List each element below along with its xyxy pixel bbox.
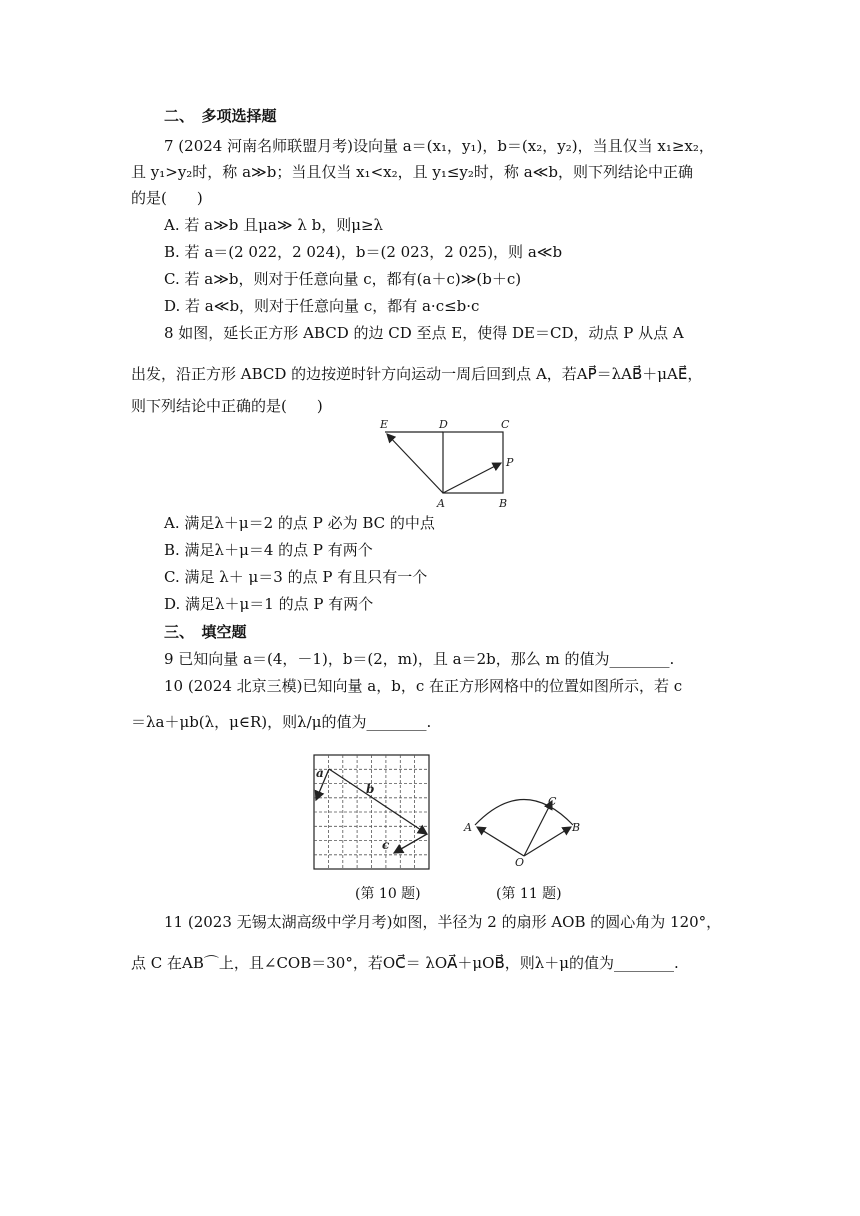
vector-b: [329, 769, 427, 834]
label-e: E: [380, 418, 389, 431]
label-vector-b: b: [366, 782, 375, 796]
question-7-option-d: D. 若 a≪b，则对于任意向量 c，都有 a·c≤b·c: [164, 297, 480, 315]
question-7-option-c: C. 若 a≫b，则对于任意向量 c，都有(a＋c)≫(b＋c): [164, 270, 522, 288]
question-8-option-c: C. 满足 λ＋ μ＝3 的点 P 有且只有一个: [164, 568, 428, 586]
label-a: A: [437, 497, 445, 510]
question-10-line-2: ＝λa＋μb(λ，μ∈R)，则λ/μ的值为________.: [131, 713, 432, 731]
label-vector-a: a: [316, 766, 324, 780]
caption-figure-10: (第 10 题): [355, 886, 421, 902]
grid-vectors-figure: [310, 753, 434, 871]
question-7-option-b: B. 若 a＝(2 022，2 024)，b＝(2 023，2 025)，则 a≪b: [164, 243, 563, 261]
question-7-line-1: 7 (2024 河南名师联盟月考)设向量 a＝(x₁，y₁)，b＝(x₂，y₂)，当且仅当 x₁≥x₂，: [164, 137, 714, 155]
question-7-line-3: 的是( ): [131, 189, 203, 207]
label-c: C: [501, 418, 510, 431]
question-7-option-a: A. 若 a≫b 且μa≫ λ b，则μ≥λ: [164, 216, 384, 234]
label-b: B: [499, 497, 508, 510]
sector-arc: [475, 800, 573, 826]
caption-figure-11: (第 11 题): [496, 886, 562, 902]
label-a: A: [464, 821, 472, 834]
square-abcd-figure: [375, 416, 525, 512]
vector-ae: [387, 434, 443, 493]
question-10-line-1: 10 (2024 北京三模)已知向量 a，b，c 在正方形网格中的位置如图所示，若 c: [164, 677, 683, 695]
question-8-line-1: 8 如图，延长正方形 ABCD 的边 CD 至点 E，使得 DE＝CD，动点 P 从点 A: [164, 324, 684, 342]
question-8-line-3: 则下列结论中正确的是( ): [131, 397, 323, 415]
question-11-line-2: 点 C 在AB⌒上，且∠COB＝30°，若OC⃗＝ λOA⃗＋μOB⃗，则λ＋μ的值为________.: [131, 954, 679, 972]
question-8-option-d: D. 满足λ＋μ＝1 的点 P 有两个: [164, 595, 374, 613]
question-11-line-1: 11 (2023 无锡太湖高级中学月考)如图，半径为 2 的扇形 AOB 的圆心角为 120°，: [164, 913, 722, 931]
section-heading-fill-in: 三、 填空题: [164, 623, 247, 641]
question-7-line-2: 且 y₁>y₂时，称 a≫b；当且仅当 x₁<x₂，且 y₁≤y₂时，称 a≪b，则下列结论中正确: [131, 163, 693, 181]
label-c: C: [548, 795, 557, 808]
grid-lines: [314, 755, 429, 869]
square-outline: [443, 432, 503, 493]
label-d: D: [439, 418, 448, 431]
question-8-option-b: B. 满足λ＋μ＝4 的点 P 有两个: [164, 541, 373, 559]
label-p: P: [506, 456, 514, 469]
sector-aob-figure: [456, 782, 586, 870]
label-vector-c: c: [382, 838, 390, 852]
question-8-line-2: 出发，沿正方形 ABCD 的边按逆时针方向运动一周后回到点 A，若AP⃗＝λAB⃗＋μAE⃗，: [131, 365, 703, 383]
vector-ap: [443, 463, 501, 493]
vector-c: [394, 834, 427, 853]
label-b: B: [572, 821, 581, 834]
vector-oa: [477, 827, 524, 856]
question-9-line-1: 9 已知向量 a＝(4，－1)，b＝(2，m)，且 a＝2b，那么 m 的值为________.: [164, 650, 675, 668]
section-heading-multiple-choice: 二、 多项选择题: [164, 107, 277, 125]
question-8-option-a: A. 满足λ＋μ＝2 的点 P 必为 BC 的中点: [164, 514, 435, 532]
label-o: O: [515, 856, 525, 869]
